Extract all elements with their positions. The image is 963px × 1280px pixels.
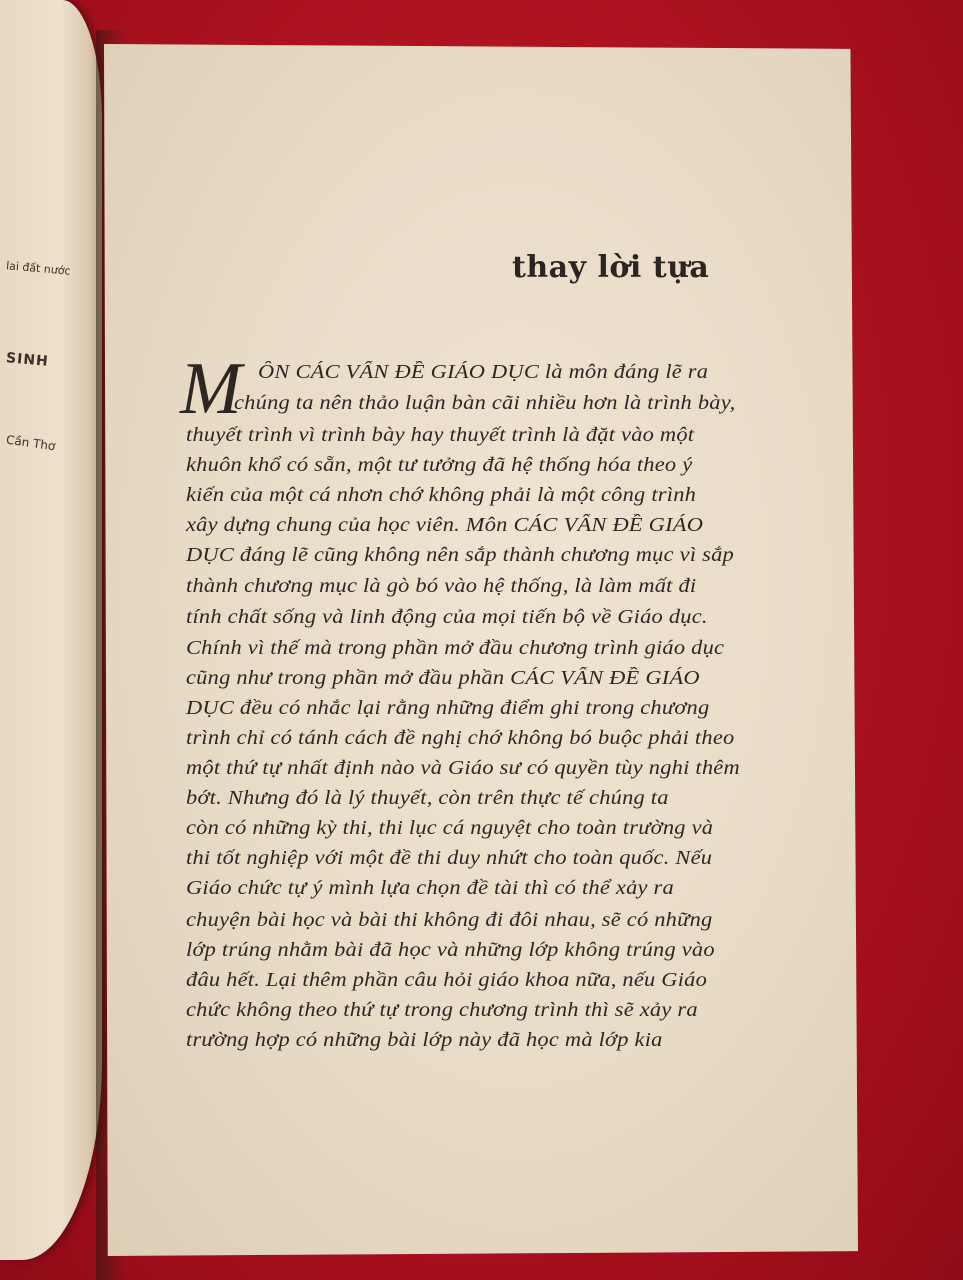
text-line: DỤC đáng lẽ cũng không nên sắp thành chương mục vì sắp (186, 545, 734, 566)
text-line: thuyết trình vì trình bày hay thuyết trình là đặt vào một (186, 425, 695, 446)
page-title: thay lời tựa (512, 250, 710, 285)
text-line: trình chỉ có tánh cách đề nghị chớ không bó buộc phải theo (186, 728, 735, 749)
text-line: trường hợp có những bài lớp này đã học mà lớp kia (186, 1030, 663, 1051)
left-page-fragment: Cần Thơ (5, 432, 57, 454)
text-line: Giáo chức tự ý mình lựa chọn đề tài thì có thể xảy ra (186, 878, 674, 899)
text-line: tính chất sống và linh động của mọi tiến bộ về Giáo dục. (186, 607, 708, 628)
text-line: Chính vì thế mà trong phần mở đầu chương trình giáo dục (186, 638, 725, 659)
text-line: lớp trúng nhằm bài đã học và những lớp không trúng vào (186, 940, 715, 961)
left-page-fragment: SINH (5, 350, 50, 370)
previous-page (0, 0, 102, 1260)
text-line: chuyện bài học và bài thi không đi đôi nhau, sẽ có những (186, 910, 713, 931)
text-line: cũng như trong phần mở đầu phần CÁC VẤN ĐỀ GIÁO (186, 668, 700, 689)
text-line: chúng ta nên thảo luận bàn cãi nhiều hơn là trình bày, (234, 393, 736, 414)
text-line: còn có những kỳ thi, thi lục cá nguyệt cho toàn trường và (186, 818, 714, 839)
text-line: thành chương mục là gò bó vào hệ thống, là làm mất đi (186, 576, 697, 597)
text-line: khuôn khổ có sẵn, một tư tưởng đã hệ thống hóa theo ý (186, 455, 693, 476)
text-line: bớt. Nhưng đó là lý thuyết, còn trên thực tế chúng ta (186, 788, 669, 809)
drop-cap: M (180, 348, 242, 430)
text-line: xây dựng chung của học viên. Môn CÁC VẤN ĐỀ GIÁO (186, 515, 704, 536)
text-line: thi tốt nghiệp với một đề thi duy nhứt cho toàn quốc. Nếu (186, 848, 713, 869)
text-line: DỤC đều có nhắc lại rằng những điểm ghi trong chương (186, 698, 710, 719)
text-line: chức không theo thứ tự trong chương trình thì sẽ xảy ra (186, 1000, 698, 1021)
text-line: đâu hết. Lại thêm phần câu hỏi giáo khoa nữa, nếu Giáo (186, 970, 708, 991)
left-page-fragment: lai đất nước (5, 259, 72, 278)
text-line: kiến của một cá nhơn chớ không phải là một công trình (186, 485, 697, 506)
text-line: ÔN CÁC VẤN ĐỀ GIÁO DỤC là môn đáng lẽ ra (258, 362, 709, 383)
text-line: một thứ tự nhất định nào và Giáo sư có quyền tùy nghi thêm (186, 758, 740, 779)
